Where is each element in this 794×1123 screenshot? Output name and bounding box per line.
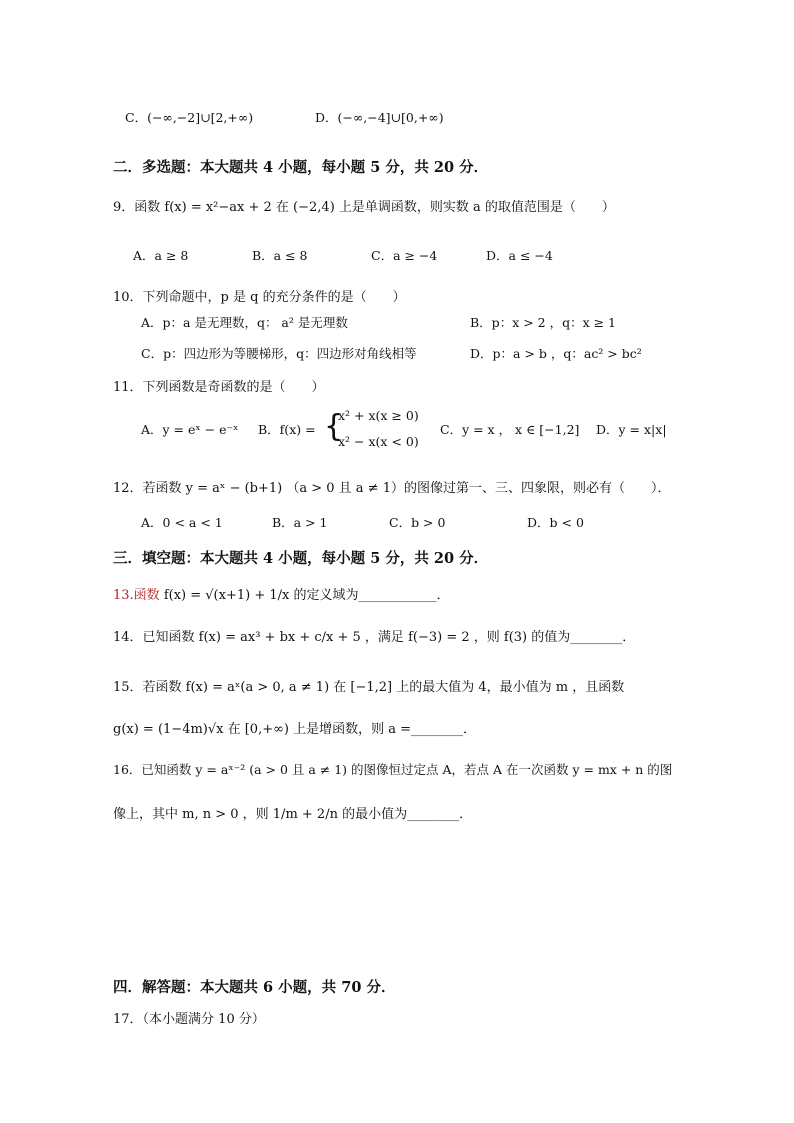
q10-option-b: B．p：x > 2 ，q：x ≥ 1 [470,315,617,330]
q11-option-c: C．y = x ， x ∈ [−1,2] [440,422,580,437]
q11-option-b-case2: x² − x(x < 0) [338,434,419,449]
q9-stem: 9．函数 f(x) = x²−ax + 2 在 (−2,4) 上是单调函数，则实数 a 的取值范围是（ ） [113,200,615,215]
q12-stem: 12．若函数 y = aˣ − (b+1) （a > 0 且 a ≠ 1）的图像过第一、三、四象限，则必有（ ）． [113,481,671,496]
section3-heading: 三．填空题：本大题共 4 小题，每小题 5 分，共 20 分． [113,550,489,567]
q17: 17．（本小题满分 10 分） [113,1012,265,1027]
q11-option-b-prefix: B．f(x) = [258,422,316,437]
q9-option-b: B．a ≤ 8 [252,248,308,263]
q14: 14．已知函数 f(x) = ax³ + bx + c/x + 5 ，满足 f(−3) = 2 ，则 f(3) 的值为________． [113,630,636,645]
q9-option-c: C．a ≥ −4 [371,248,438,263]
q12-option-c: C．b > 0 [389,515,446,530]
q8-option-d: D．(−∞,−4]∪[0,+∞) [315,110,444,125]
q11-option-a: A．y = eˣ − e⁻ˣ [141,422,239,437]
q12-option-a: A．0 < a < 1 [141,515,223,530]
q15-line1: 15．若函数 f(x) = aˣ(a > 0, a ≠ 1) 在 [−1,2] 上的最大值为 4，最小值为 m ，且函数 [113,680,625,695]
q11-option-d: D．y = x|x| [596,422,667,437]
q10-stem: 10．下列命题中，p 是 q 的充分条件的是（ ） [113,290,406,305]
q8-option-c: C．(−∞,−2]∪[2,+∞) [125,110,254,125]
q11-stem: 11．下列函数是奇函数的是（ ） [113,380,325,395]
q10-option-d: D．p：a > b ，q：ac² > bc² [470,346,642,361]
q11-option-b-brace: { [324,409,344,444]
q13 [113,584,449,603]
q9-option-d: D．a ≤ −4 [486,248,553,263]
q11-option-b-case1: x² + x(x ≥ 0) [338,408,419,423]
q15-line2: g(x) = (1−4m)√x 在 [0,+∞) 上是增函数，则 a =________． [113,722,477,737]
section2-heading: 二．多选题：本大题共 4 小题，每小题 5 分，共 20 分． [113,159,489,176]
q16-line1: 16．已知函数 y = aˣ⁻² (a > 0 且 a ≠ 1) 的图像恒过定点 A，若点 A 在一次函数 y = mx + n 的图 [113,762,673,777]
q10-option-c: C．p：四边形为等腰梯形，q：四边形对角线相等 [141,346,417,361]
section4-heading: 四．解答题：本大题共 6 小题，共 70 分． [113,979,396,996]
q12-option-d: D．b < 0 [527,515,584,530]
q10-option-a: A．p：a 是无理数，q： a² 是无理数 [141,315,348,330]
q12-option-b: B．a > 1 [272,515,328,530]
q9-option-a: A．a ≥ 8 [133,248,189,263]
q13-text: f(x) = √(x+1) + 1/x 的定义域为____________． [159,588,450,603]
q13-lead: 13.函数 [113,588,160,603]
q16-line2: 像上，其中 m, n > 0 ，则 1/m + 2/n 的最小值为________． [113,807,473,822]
